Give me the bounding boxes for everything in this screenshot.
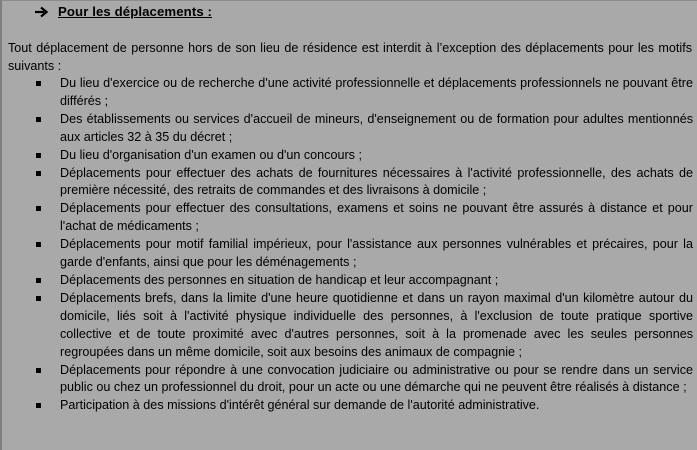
list-item	[2, 75, 697, 111]
list-item	[2, 272, 697, 290]
bullet-icon	[36, 278, 41, 283]
list-item-text: Du lieu d'exercice ou de recherche d'une activité professionnelle et déplacements professionnels ne pouvant être différés ;	[60, 76, 693, 108]
bullet-icon	[36, 81, 41, 86]
list-item-text: Du lieu d'organisation d'un examen ou d'un concours ;	[60, 147, 362, 162]
bullet-icon	[36, 368, 41, 373]
list-item	[2, 290, 697, 362]
reasons-list	[2, 75, 697, 415]
list-item-text: Déplacements pour effectuer des consultations, examens et soins ne pouvant être assurés à distance et pour l'achat de médicaments ;	[60, 201, 693, 234]
list-item	[2, 165, 697, 201]
bullet-icon	[36, 242, 41, 247]
list-item-text: Des établissements ou services d'accueil de mineurs, d'enseignement ou de formation pour adultes mentionnés aux articles 32 à 35 du décret ;	[60, 111, 693, 144]
list-item-text: Déplacements des personnes en situation de handicap et leur accompagnant ;	[60, 272, 499, 287]
list-item-text: Déplacements pour motif familial impérieux, pour l'assistance aux personnes vulnérables et précaires, pour la garde d'enfants, ainsi que pour les déménagements ;	[60, 237, 693, 270]
list-item	[2, 362, 697, 398]
list-item	[2, 111, 697, 147]
bullet-icon	[36, 153, 41, 158]
list-item-text: Déplacements pour effectuer des achats de fournitures nécessaires à l'activité professionnelle, des achats de première nécessité, des retraits de commandes et des livraisons à domicile ;	[60, 165, 693, 198]
list-item	[2, 397, 697, 415]
list-item	[2, 200, 697, 236]
list-item-text: Déplacements pour répondre à une convocation judiciaire ou administrative ou pour se rendre dans un service public ou chez un professionnel du droit, pour un acte ou une démarche qui ne peuvent être réalisés à distance ;	[60, 362, 693, 395]
section-heading-text: Pour les déplacements :	[58, 4, 213, 19]
right-arrow-icon	[34, 5, 48, 19]
intro-paragraph: Tout déplacement de personne hors de son lieu de résidence est interdit à l’exception des déplacements pour les motifs suivants :	[8, 41, 692, 73]
bullet-icon	[36, 296, 41, 301]
bullet-icon	[36, 206, 41, 211]
bullet-icon	[36, 171, 41, 176]
list-item-text: Déplacements brefs, dans la limite d'une heure quotidienne et dans un rayon maximal d'un kilomètre autour du domicile, liés soit à l'activité physique individuelle des personnes, à l'exclusion de toute pratique sportive collective et de toute proximité avec d'autres personnes, soit à la promenade avec les seules personnes regroupées dans un même domicile, soit aux besoins des animaux de compagnie ;	[60, 290, 693, 359]
bullet-icon	[36, 117, 41, 122]
bullet-icon	[36, 403, 41, 408]
list-item-text: Participation à des missions d'intérêt général sur demande de l'autorité administrative.	[60, 398, 540, 413]
section-heading	[34, 4, 212, 20]
list-item	[2, 236, 697, 272]
list-item	[2, 147, 697, 165]
